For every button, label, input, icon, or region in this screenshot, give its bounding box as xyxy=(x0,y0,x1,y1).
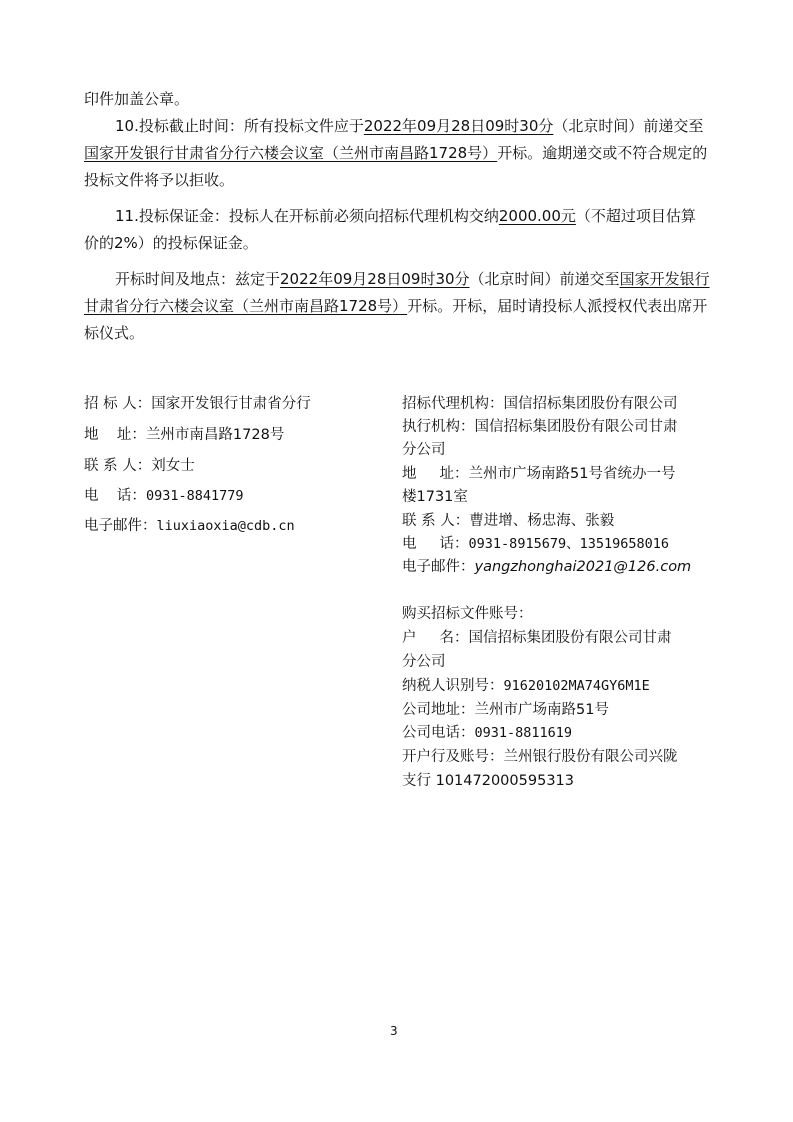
account-bank-row xyxy=(402,747,678,767)
deadline-text-b: （北京时间）前递交至 xyxy=(553,117,704,135)
tenderer-email-label: 电子邮件： xyxy=(84,518,157,534)
paragraph-deadline xyxy=(84,113,710,194)
tenderer-address-label: 地 址： xyxy=(84,427,146,443)
account-addr-row xyxy=(402,700,609,720)
opening-text-c: 开标。开标，届时请投标人派授权代表出席开标仪式。 xyxy=(84,297,708,342)
agency-address-line2: 楼1731室 xyxy=(402,489,468,505)
bond-text-b: （不超过项目估算价的2%）的投标保证金。 xyxy=(84,207,696,252)
agency-exec-row xyxy=(402,417,678,437)
account-name-line1: 国信招标集团股份有限公司甘肃 xyxy=(468,630,672,646)
tenderer-contact-label: 联 系 人： xyxy=(84,458,152,474)
tenderer-name-row xyxy=(84,394,311,414)
tenderer-name-label: 招 标 人： xyxy=(84,396,152,412)
deadline-text-a: 10.投标截止时间：所有投标文件应于 xyxy=(115,117,364,135)
agency-exec-line1: 国信招标集团股份有限公司甘肃 xyxy=(474,419,678,435)
account-name-label: 户 名： xyxy=(402,630,469,646)
agency-exec-label: 执行机构： xyxy=(402,419,475,435)
account-tax-row xyxy=(402,676,650,696)
tenderer-phone-row xyxy=(84,486,243,506)
agency-contact-row xyxy=(402,511,614,531)
agency-exec-row-2 xyxy=(402,440,446,460)
agency-contact: 曹进增、杨忠海、张毅 xyxy=(469,513,615,529)
account-tax: 91620102MA74GY6M1E xyxy=(503,678,650,694)
tenderer-email[interactable]: liuxiaoxia@cdb.cn xyxy=(156,518,295,534)
account-bank-line1: 兰州银行股份有限公司兴陇 xyxy=(503,749,678,765)
account-phone: 0931-8811619 xyxy=(474,725,573,741)
deadline-date: 2022年09月28日09时30分 xyxy=(363,117,554,135)
deadline-text-c: 开标。逾期递交或不符合规定的投标文件将予以拒收。 xyxy=(84,144,708,189)
deadline-place: 国家开发银行甘肃省分行六楼会议室（兰州市南昌路1728号） xyxy=(84,144,498,162)
agency-address-line1: 兰州市广场南路51号省统办一号 xyxy=(468,466,676,482)
agency-address-row-2 xyxy=(402,487,468,507)
agency-phone-row xyxy=(402,534,669,554)
agency-phone: 0931-8915679、13519658016 xyxy=(468,536,669,552)
opening-date: 2022年09月28日09时30分 xyxy=(280,270,470,288)
agency-email-row xyxy=(402,557,691,577)
paragraph-seal-tail xyxy=(84,86,710,113)
agency-email[interactable]: yangzhonghai2021@126.com xyxy=(474,559,692,575)
agency-address-row xyxy=(402,464,676,484)
paragraph-opening xyxy=(84,266,710,347)
account-bank-row-2 xyxy=(402,771,574,791)
account-bank-label: 开户行及账号： xyxy=(402,749,504,765)
account-addr: 兰州市广场南路51号 xyxy=(474,702,609,718)
account-title xyxy=(402,604,533,624)
opening-place: 国家开发银行甘肃省分行六楼会议室（兰州市南昌路1728号） xyxy=(84,270,710,315)
account-phone-row xyxy=(402,723,572,743)
account-name-row-2 xyxy=(402,652,446,672)
agency-exec-line2: 分公司 xyxy=(402,442,446,458)
account-name-line2: 分公司 xyxy=(402,654,446,670)
tenderer-address-row xyxy=(84,425,284,445)
opening-text-a: 开标时间及地点：兹定于 xyxy=(115,270,281,288)
account-tax-label: 纳税人识别号： xyxy=(402,678,504,694)
opening-text-b: （北京时间）前递交至 xyxy=(469,270,620,288)
agency-email-label: 电子邮件： xyxy=(402,559,475,575)
text-seal: 印件加盖公章。 xyxy=(84,90,190,108)
account-phone-label: 公司电话： xyxy=(402,725,475,741)
bond-text-a: 11.投标保证金：投标人在开标前必须向招标代理机构交纳 xyxy=(115,207,499,225)
tenderer-name: 国家开发银行甘肃省分行 xyxy=(151,396,311,412)
agency-name-label: 招标代理机构： xyxy=(402,396,504,412)
account-bank-line2: 支行 101472000595313 xyxy=(402,773,574,789)
tenderer-email-row xyxy=(84,516,295,536)
tenderer-contact: 刘女士 xyxy=(151,458,195,474)
agency-contact-label: 联 系 人： xyxy=(402,513,470,529)
agency-name: 国信招标集团股份有限公司 xyxy=(503,396,678,412)
agency-name-row xyxy=(402,394,678,414)
account-addr-label: 公司地址： xyxy=(402,702,475,718)
account-name-row xyxy=(402,628,672,648)
tenderer-contact-row xyxy=(84,456,195,476)
tenderer-phone: 0931-8841779 xyxy=(145,488,244,504)
agency-phone-label: 电 话： xyxy=(402,536,469,552)
page-number: 3 xyxy=(390,1024,398,1038)
bond-amount: 2000.00元 xyxy=(498,207,576,225)
tenderer-address: 兰州市南昌路1728号 xyxy=(145,427,285,443)
paragraph-bid-bond xyxy=(84,203,710,257)
tenderer-phone-label: 电 话： xyxy=(84,488,146,504)
agency-address-label: 地 址： xyxy=(402,466,469,482)
account-title-text: 购买招标文件账号： xyxy=(402,606,533,622)
